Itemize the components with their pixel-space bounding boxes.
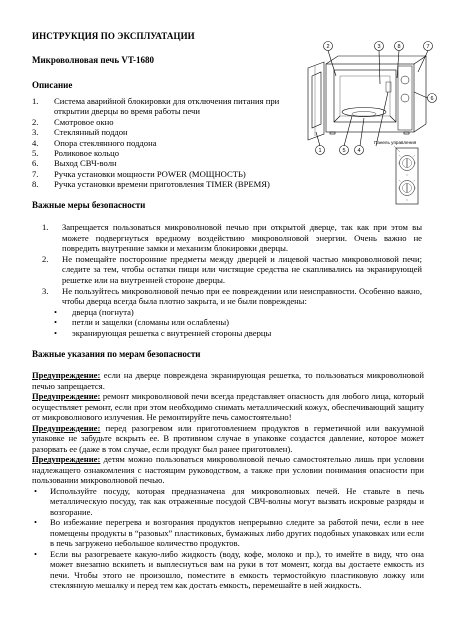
svg-text:5: 5 [342,148,346,154]
callout-5 [340,146,349,155]
list-item: 3. Стеклянный поддон [32,127,128,138]
svg-text:8: 8 [397,44,401,50]
svg-text:7: 7 [426,44,430,50]
warning-paragraph: Предупреждение: детям можно пользоваться микроволновой печью самостоятельно лишь при условии надлежащего ознакомления с настоящим руководством, а также при условии понимания опасности при пользовании микроволновой печью. [32,454,424,485]
list-item: 7. Ручка установки мощности POWER (МОЩНОСТЬ) [32,168,246,179]
warning-paragraph: Предупреждение: если на дверце повреждена экранирующая решетка, то пользоваться микроволновой печью запрещается. [32,370,424,391]
callout-4 [355,146,364,155]
list-item: 2. Смотровое окно [32,116,114,127]
list-item: 1. Система аварийной блокировки для отключения питания при открытии дверцы во время работы печи [32,96,280,117]
warnings-section [32,370,424,591]
list-item: • экранирующая решетка с внутренней стороны дверцы [42,328,422,339]
svg-text:3: 3 [377,44,381,50]
svg-text:1: 1 [318,148,322,154]
warning-paragraph: Предупреждение: ремонт микроволновой печи всегда представляет опасность для любого лица, который осуществляет ремонт, если при этом необходимо снимать металлический кожух, обеспечивающий защиту от микроволнового излучения. Не ремонтируйте печь самостоятельно! [32,391,424,422]
list-item: • Используйте посуду, которая предназначена для микроволновых печей. Не ставьте в печь металлическую посуду, так как отраженные посудой СВЧ-волны могут вызвать искровые разряды и возгорание. [32,486,424,518]
callout-8 [395,42,404,51]
list-item: 5. Роликовое кольцо [32,148,120,159]
svg-text:4: 4 [357,148,361,154]
warning-bullets [32,486,424,591]
list-item: • дверца (погнута) [42,307,422,318]
model-heading: Микроволновая печь VT-1680 [32,55,155,65]
svg-text:2: 2 [326,44,330,50]
list-item: • Если вы разогреваете какую-либо жидкость (воду, кофе, молоко и пр.), то имейте в виду, что она может внезапно вскипеть и выплеснуться вам на руки в тот момент, когда вы достаете емкость из печи. Чтобы этого не произошло, поместите в емкость термостойкую пластиковую ложку или стеклянную мешалку и перед тем как достать емкость, перемешайте в ней жидкость. [32,549,424,591]
callout-7 [424,42,433,51]
list-item: 2. Не помещайте посторонние предметы между дверцей и лицевой частью микроволновой печи; следите за тем, чтобы остатки пищи или чистящие средства не скапливались на экранирующей решетке или на внутренней стороне дверцы. [42,253,422,285]
callout-1 [316,146,325,155]
list-item: • петли и защелки (сломаны или ослаблены) [42,317,422,328]
list-item: 8. Ручка установки времени приготовления TIMER (ВРЕМЯ) [32,179,270,190]
page-title: ИНСТРУКЦИЯ ПО ЭКСПЛУАТАЦИИ [32,31,195,41]
warning-paragraph: Предупреждение: перед разогревом или приготовлением продуктов в герметичной или вакуумной упаковке не забудьте вскрыть ее. В противном случае в упаковке создастся давление, которое может разорвать ее (даже в том случае, если продукт был ранее приготовлен). [32,422,424,454]
safety-sublist [42,307,422,339]
callout-6 [428,94,437,103]
description-heading: Описание [32,80,73,90]
microwave-diagram [304,36,440,208]
list-item: 1. Запрещается пользоваться микроволновой печью при открытой дверце, так как при этом вы можете подвергнуться вредному воздействию микроволновой энергии. Очень важно не повредить внутренние замки и механизм блокировки дверцы. [42,222,422,254]
control-panel-label: Панель управления [374,140,417,145]
callout-2 [324,42,333,51]
safety-list [42,222,422,339]
important-heading: Важные указания по мерам безопасности [32,349,201,359]
list-item: 4. Опора стеклянного поддона [32,137,157,148]
svg-text:6: 6 [430,96,434,102]
list-item: • Во избежание перегрева и возгорания продуктов непрерывно следите за работой печи, если в нее помещены продукты в “разовых” пластиковых, бумажных либо других подобных упаковках или если в печь загружено небольшое количество продуктов. [32,517,424,549]
safety-heading: Важные меры безопасности [32,200,146,210]
list-item: 3. Не пользуйтесь микроволновой печью при ее повреждении или неисправности. Особенно важно, чтобы дверца всегда была плотно закрыта, и не были повреждены: [42,285,422,307]
list-item: 6. Выход СВЧ-волн [32,158,117,169]
parts-list [32,96,292,190]
callout-3 [375,42,384,51]
